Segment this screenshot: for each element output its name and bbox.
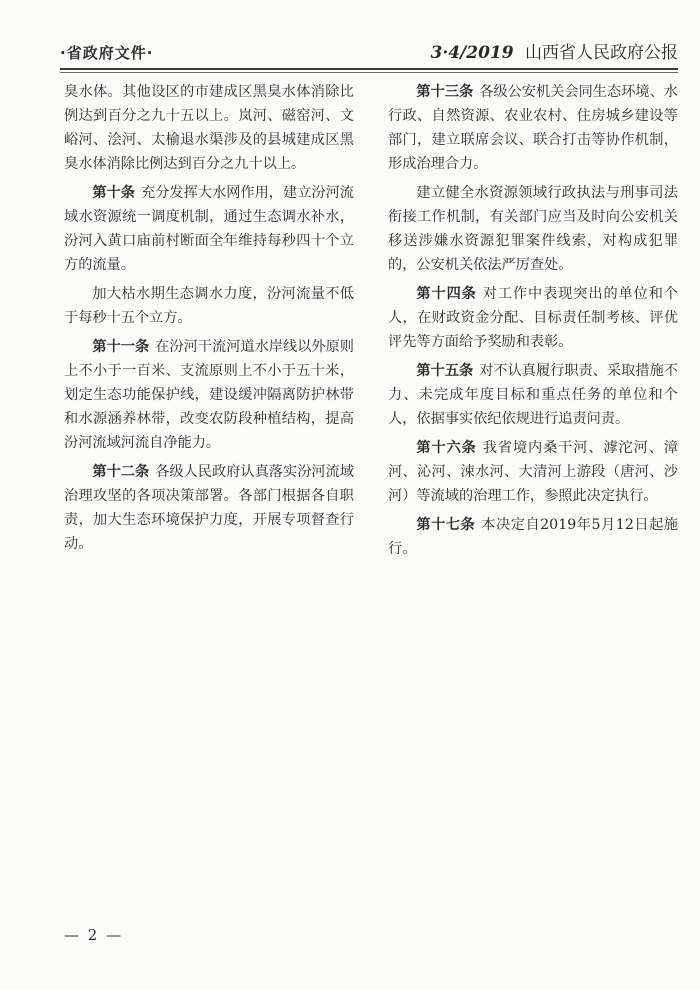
- paragraph: [388, 181, 678, 277]
- article-number: 第十三条: [416, 84, 474, 100]
- article-17: [388, 513, 678, 561]
- article-11: [64, 335, 354, 455]
- page-number: — 2 —: [64, 926, 124, 944]
- article-number: 第十七条: [416, 517, 476, 533]
- article-text: 在汾河干流河道水岸线以外原则上不小于一百米、支流原则上不小于五十米，划定生态功能保护线，建设缓冲隔离防护林带和水源涵养林带，改变农防段种植结构，提高汾河流域河流自净能力。: [64, 339, 354, 451]
- page-header: [60, 30, 678, 70]
- article-text: 对工作中表现突出的单位和个人，在财政资金分配、目标责任制考核、评优评先等方面给予奖励和表彰。: [388, 286, 678, 350]
- right-column: [388, 80, 678, 566]
- article-text: 各级公安机关会同生态环境、水行政、自然资源、农业农村、住房城乡建设等部门，建立联席会议、联合打击等协作机制，形成治理合力。: [388, 84, 678, 172]
- publication-title: 山西省人民政府公报: [525, 43, 678, 63]
- article-number: 第十一条: [92, 339, 150, 355]
- article-text: 本决定自2019年5月12日起施行。: [388, 517, 678, 557]
- article-number: 第十五条: [416, 363, 474, 379]
- paragraph-text: 建立健全水资源领域行政执法与刑事司法衔接工作机制，有关部门应当及时向公安机关移送涉嫌水资源犯罪案件线索，对构成犯罪的，公安机关依法严厉查处。: [388, 185, 678, 273]
- header-divider: [60, 68, 678, 70]
- left-column: [64, 80, 354, 561]
- article-12: [64, 460, 354, 556]
- header-divider-thin: [60, 72, 678, 73]
- section-label: ·省政府文件·: [60, 44, 154, 62]
- article-number: 第十六条: [416, 440, 477, 456]
- paragraph: [64, 80, 354, 176]
- article-number: 第十四条: [416, 286, 477, 302]
- article-text: 对不认真履行职责、采取措施不力、未完成年度目标和重点任务的单位和个人，依据事实依纪依规进行追责问责。: [388, 363, 678, 427]
- article-number: 第十条: [92, 185, 135, 201]
- article-text: 充分发挥大水网作用，建立汾河流域水资源统一调度机制，通过生态调水补水，汾河入黄口庙前村断面全年维持每秒四十个立方的流量。: [64, 185, 354, 273]
- article-16: [388, 436, 678, 508]
- paragraph: [64, 282, 354, 330]
- issue-number: 3·4/2019: [430, 43, 514, 63]
- paragraph-text: 臭水体。其他设区的市建成区黑臭水体消除比例达到百分之九十五以上。岚河、磁窑河、文峪河、浍河、太榆退水渠涉及的县城建成区黑臭水体消除比例达到百分之九十以上。: [64, 84, 354, 172]
- article-15: [388, 359, 678, 431]
- article-number: 第十二条: [92, 464, 150, 480]
- article-text: 我省境内桑干河、滹沱河、漳河、沁河、涑水河、大清河上游段（唐河、沙河）等流域的治理工作，参照此决定执行。: [388, 440, 678, 504]
- article-text: 各级人民政府认真落实汾河流域治理攻坚的各项决策部署。各部门根据各自职责，加大生态环境保护力度，开展专项督查行动。: [64, 464, 354, 552]
- paragraph-text: 加大枯水期生态调水力度，汾河流量不低于每秒十五个立方。: [64, 286, 354, 326]
- article-13: [388, 80, 678, 176]
- publication-info: [430, 38, 678, 63]
- article-14: [388, 282, 678, 354]
- article-10: [64, 181, 354, 277]
